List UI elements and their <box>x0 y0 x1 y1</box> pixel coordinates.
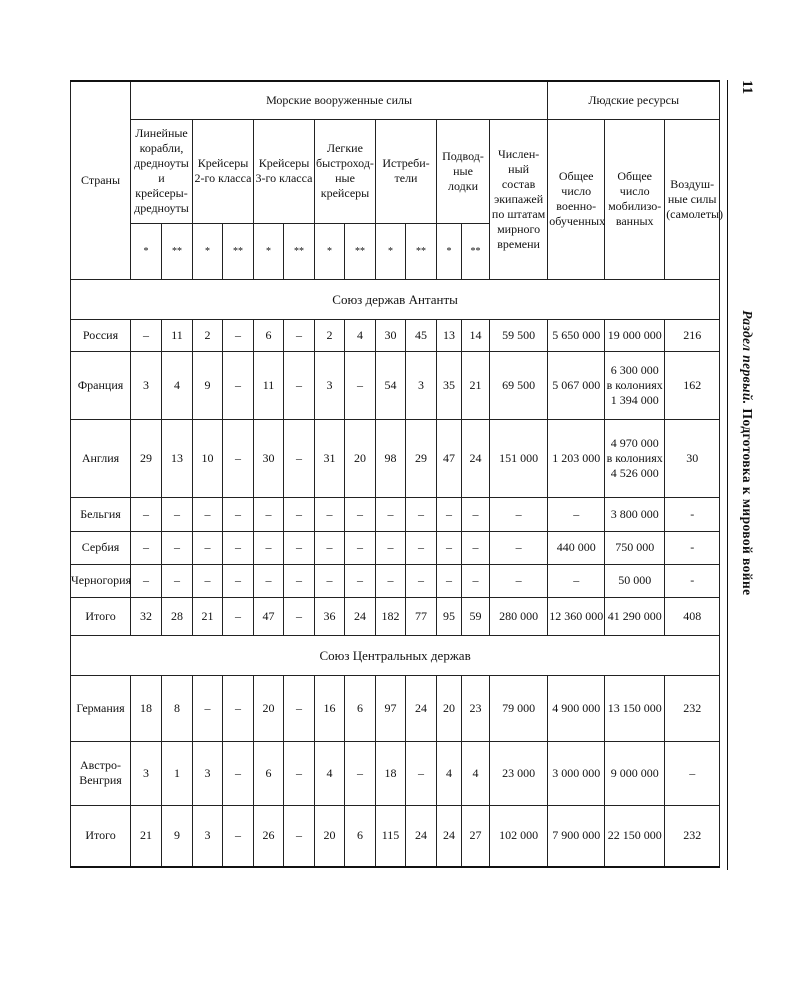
data-cell: 24 <box>462 419 490 497</box>
data-cell: 47 <box>254 597 284 635</box>
data-cell: 13 <box>162 419 193 497</box>
section-row <box>71 279 720 319</box>
data-cell: 16 <box>315 675 345 741</box>
data-cell: 3 800 000 <box>605 497 665 531</box>
table-row <box>71 564 720 597</box>
data-cell: - <box>665 531 720 564</box>
data-cell: – <box>131 497 162 531</box>
data-cell: – <box>223 805 254 867</box>
data-cell: 24 <box>437 805 462 867</box>
data-cell: 31 <box>315 419 345 497</box>
mark-double: ** <box>223 223 254 279</box>
data-cell: – <box>462 564 490 597</box>
data-cell: – <box>345 497 376 531</box>
country-cell: Итого <box>71 805 131 867</box>
data-cell: 1 203 000 <box>548 419 605 497</box>
header-row-columns <box>71 119 720 223</box>
data-cell: 47 <box>437 419 462 497</box>
data-cell: – <box>315 564 345 597</box>
data-cell: 4 <box>315 741 345 805</box>
data-cell: 115 <box>376 805 406 867</box>
country-cell: Франция <box>71 351 131 419</box>
table-row-total <box>71 597 720 635</box>
data-cell: 1 <box>162 741 193 805</box>
data-cell: 3 <box>315 351 345 419</box>
mark-single: * <box>437 223 462 279</box>
data-cell: 27 <box>462 805 490 867</box>
data-cell: 29 <box>131 419 162 497</box>
data-cell: – <box>490 497 548 531</box>
data-cell: – <box>162 531 193 564</box>
data-cell: 23 000 <box>490 741 548 805</box>
data-cell: – <box>162 564 193 597</box>
data-cell: – <box>406 741 437 805</box>
data-cell: 6 <box>345 805 376 867</box>
data-cell: 41 290 000 <box>605 597 665 635</box>
country-cell: Черногория <box>71 564 131 597</box>
data-cell: 11 <box>162 319 193 351</box>
data-cell: – <box>284 741 315 805</box>
data-cell: 69 500 <box>490 351 548 419</box>
data-cell: – <box>254 564 284 597</box>
data-cell: 12 360 000 <box>548 597 605 635</box>
data-cell: – <box>223 319 254 351</box>
mobilized-cell <box>605 419 665 497</box>
data-cell: 13 150 000 <box>605 675 665 741</box>
data-cell: 3 <box>193 805 223 867</box>
data-cell: 6 <box>254 741 284 805</box>
mark-double: ** <box>284 223 315 279</box>
data-cell: – <box>284 675 315 741</box>
data-cell: 24 <box>406 805 437 867</box>
data-cell: – <box>254 531 284 564</box>
mark-single: * <box>131 223 162 279</box>
mobilized-colonies: 4 526 000 <box>610 465 659 480</box>
data-cell: – <box>406 531 437 564</box>
data-cell: – <box>223 531 254 564</box>
data-cell: 54 <box>376 351 406 419</box>
data-cell: – <box>490 531 548 564</box>
running-head <box>736 80 756 870</box>
data-cell: – <box>548 564 605 597</box>
mark-single: * <box>254 223 284 279</box>
data-cell: 216 <box>665 319 720 351</box>
data-cell: – <box>223 351 254 419</box>
data-cell: 79 000 <box>490 675 548 741</box>
data-cell: 59 500 <box>490 319 548 351</box>
data-cell: – <box>193 531 223 564</box>
forces-table <box>70 80 724 868</box>
mobilized-colonies: 1 394 000 <box>610 392 659 407</box>
section-central-powers: Союз Центральных держав <box>71 635 720 675</box>
data-cell: 20 <box>437 675 462 741</box>
data-cell: 13 <box>437 319 462 351</box>
data-cell: 97 <box>376 675 406 741</box>
page-number: 11 <box>739 80 755 95</box>
country-cell: Сербия <box>71 531 131 564</box>
data-cell: 35 <box>437 351 462 419</box>
data-cell: 3 <box>131 351 162 419</box>
header-countries: Страны <box>71 81 131 279</box>
data-cell: 18 <box>131 675 162 741</box>
section-row <box>71 635 720 675</box>
data-cell: – <box>223 564 254 597</box>
data-cell: – <box>223 497 254 531</box>
data-cell: 5 650 000 <box>548 319 605 351</box>
data-cell: – <box>284 419 315 497</box>
data-cell: 36 <box>315 597 345 635</box>
mark-double: ** <box>406 223 437 279</box>
data-cell: – <box>462 497 490 531</box>
data-cell: – <box>315 531 345 564</box>
data-cell: 232 <box>665 675 720 741</box>
data-cell: – <box>376 531 406 564</box>
mark-single: * <box>376 223 406 279</box>
data-cell: 50 000 <box>605 564 665 597</box>
header-crew-strength: Числен-ный состав экипажей по штатам мирного времени <box>490 119 548 279</box>
data-cell: 9 <box>162 805 193 867</box>
country-cell: Россия <box>71 319 131 351</box>
data-cell: – <box>223 675 254 741</box>
data-cell: 6 <box>345 675 376 741</box>
data-cell: 30 <box>665 419 720 497</box>
section-entente: Союз держав Антанты <box>71 279 720 319</box>
mark-double: ** <box>162 223 193 279</box>
data-cell: – <box>284 351 315 419</box>
data-cell: – <box>131 319 162 351</box>
data-cell: 182 <box>376 597 406 635</box>
data-cell: – <box>345 351 376 419</box>
data-cell: – <box>315 497 345 531</box>
data-cell: 3 000 000 <box>548 741 605 805</box>
data-cell: 21 <box>462 351 490 419</box>
data-cell: - <box>665 564 720 597</box>
data-cell: 19 000 000 <box>605 319 665 351</box>
mark-single: * <box>193 223 223 279</box>
data-cell: – <box>376 497 406 531</box>
data-cell: 2 <box>315 319 345 351</box>
data-cell: – <box>193 564 223 597</box>
data-cell: – <box>254 497 284 531</box>
data-cell: 30 <box>254 419 284 497</box>
header-destroyers: Истреби-тели <box>376 119 437 223</box>
data-cell: 32 <box>131 597 162 635</box>
running-head-title: Подготовка к мировой войне <box>740 408 755 596</box>
data-cell: – <box>284 531 315 564</box>
running-head-part: Раздел первый. <box>740 310 755 405</box>
data-cell: 750 000 <box>605 531 665 564</box>
table-row <box>71 351 720 419</box>
header-row-groups <box>71 81 720 119</box>
data-cell: 6 <box>254 319 284 351</box>
data-cell: 22 150 000 <box>605 805 665 867</box>
data-cell: – <box>437 497 462 531</box>
data-cell: 95 <box>437 597 462 635</box>
data-cell: 151 000 <box>490 419 548 497</box>
data-cell: – <box>223 419 254 497</box>
table-row <box>71 319 720 351</box>
data-cell: 18 <box>376 741 406 805</box>
header-battleships: Линейные корабли, дредноуты и крейсеры-дредноуты <box>131 119 193 223</box>
country-cell: Англия <box>71 419 131 497</box>
data-cell: 9 <box>193 351 223 419</box>
data-cell: 4 900 000 <box>548 675 605 741</box>
data-cell: 3 <box>131 741 162 805</box>
data-cell: 23 <box>462 675 490 741</box>
mark-double: ** <box>462 223 490 279</box>
data-cell: – <box>284 805 315 867</box>
data-cell: 4 <box>462 741 490 805</box>
data-cell: 20 <box>315 805 345 867</box>
table-row <box>71 531 720 564</box>
header-air-forces: Воздуш-ные силы (самолеты) <box>665 119 720 279</box>
data-cell: – <box>284 497 315 531</box>
data-cell: 4 <box>437 741 462 805</box>
data-cell: 28 <box>162 597 193 635</box>
data-cell: 30 <box>376 319 406 351</box>
data-cell: 8 <box>162 675 193 741</box>
data-cell: 24 <box>406 675 437 741</box>
data-cell: 4 <box>162 351 193 419</box>
data-cell: – <box>345 741 376 805</box>
data-cell: – <box>345 531 376 564</box>
data-cell: 10 <box>193 419 223 497</box>
data-cell: 77 <box>406 597 437 635</box>
data-cell: 98 <box>376 419 406 497</box>
header-naval-forces: Морские вооруженные силы <box>131 81 548 119</box>
header-light-cruisers: Легкие быстроход-ные крейсеры <box>315 119 376 223</box>
data-cell: 3 <box>193 741 223 805</box>
data-cell: – <box>193 497 223 531</box>
data-cell: – <box>548 497 605 531</box>
data-cell: 20 <box>254 675 284 741</box>
data-cell: 14 <box>462 319 490 351</box>
data-cell: – <box>665 741 720 805</box>
data-cell: – <box>490 564 548 597</box>
data-cell: 9 000 000 <box>605 741 665 805</box>
data-cell: – <box>462 531 490 564</box>
data-cell: – <box>223 597 254 635</box>
country-cell: Германия <box>71 675 131 741</box>
table-row-total <box>71 805 720 867</box>
table-row <box>71 675 720 741</box>
data-cell: 232 <box>665 805 720 867</box>
data-cell: – <box>223 741 254 805</box>
header-mobilized: Общее число мобилизо-ванных <box>605 119 665 279</box>
header-cruisers-2nd-class: Крейсеры 2-го класса <box>193 119 254 223</box>
data-cell: – <box>193 675 223 741</box>
data-cell: – <box>284 564 315 597</box>
mobilized-colonies-label: в колониях <box>606 377 663 392</box>
data-cell: 11 <box>254 351 284 419</box>
data-cell: – <box>284 597 315 635</box>
data-cell: 45 <box>406 319 437 351</box>
data-cell: 59 <box>462 597 490 635</box>
table-row <box>71 741 720 805</box>
data-cell: 29 <box>406 419 437 497</box>
data-cell: 440 000 <box>548 531 605 564</box>
country-cell: Австро-Венгрия <box>71 741 131 805</box>
margin-rule <box>727 80 728 870</box>
data-cell: 24 <box>345 597 376 635</box>
header-human-resources: Людские ресурсы <box>548 81 720 119</box>
data-cell: – <box>284 319 315 351</box>
data-cell: 21 <box>131 805 162 867</box>
data-cell: 2 <box>193 319 223 351</box>
header-trained: Общее число военно-обученных <box>548 119 605 279</box>
data-cell: 20 <box>345 419 376 497</box>
data-cell: – <box>345 564 376 597</box>
data-cell: 102 000 <box>490 805 548 867</box>
country-cell: Итого <box>71 597 131 635</box>
data-cell: 7 900 000 <box>548 805 605 867</box>
data-cell: – <box>162 497 193 531</box>
data-cell: 3 <box>406 351 437 419</box>
data-cell: 162 <box>665 351 720 419</box>
data-cell: – <box>131 564 162 597</box>
data-cell: – <box>437 531 462 564</box>
data-cell: - <box>665 497 720 531</box>
data-cell: 4 <box>345 319 376 351</box>
mark-double: ** <box>345 223 376 279</box>
mobilized-cell <box>605 351 665 419</box>
data-cell: 26 <box>254 805 284 867</box>
data-cell: – <box>437 564 462 597</box>
mark-single: * <box>315 223 345 279</box>
country-cell: Бельгия <box>71 497 131 531</box>
data-cell: 5 067 000 <box>548 351 605 419</box>
data-cell: 21 <box>193 597 223 635</box>
table-row <box>71 497 720 531</box>
mobilized-colonies-label: в колониях <box>606 450 663 465</box>
table-row <box>71 419 720 497</box>
data-cell: 280 000 <box>490 597 548 635</box>
mobilized-main: 4 970 000 <box>610 435 659 450</box>
header-submarines: Подвод-ные лодки <box>437 119 490 223</box>
data-cell: – <box>406 497 437 531</box>
data-cell: – <box>406 564 437 597</box>
data-cell: – <box>131 531 162 564</box>
data-cell: 408 <box>665 597 720 635</box>
data-cell: – <box>376 564 406 597</box>
header-cruisers-3rd-class: Крейсеры 3-го класса <box>254 119 315 223</box>
mobilized-main: 6 300 000 <box>610 362 659 377</box>
